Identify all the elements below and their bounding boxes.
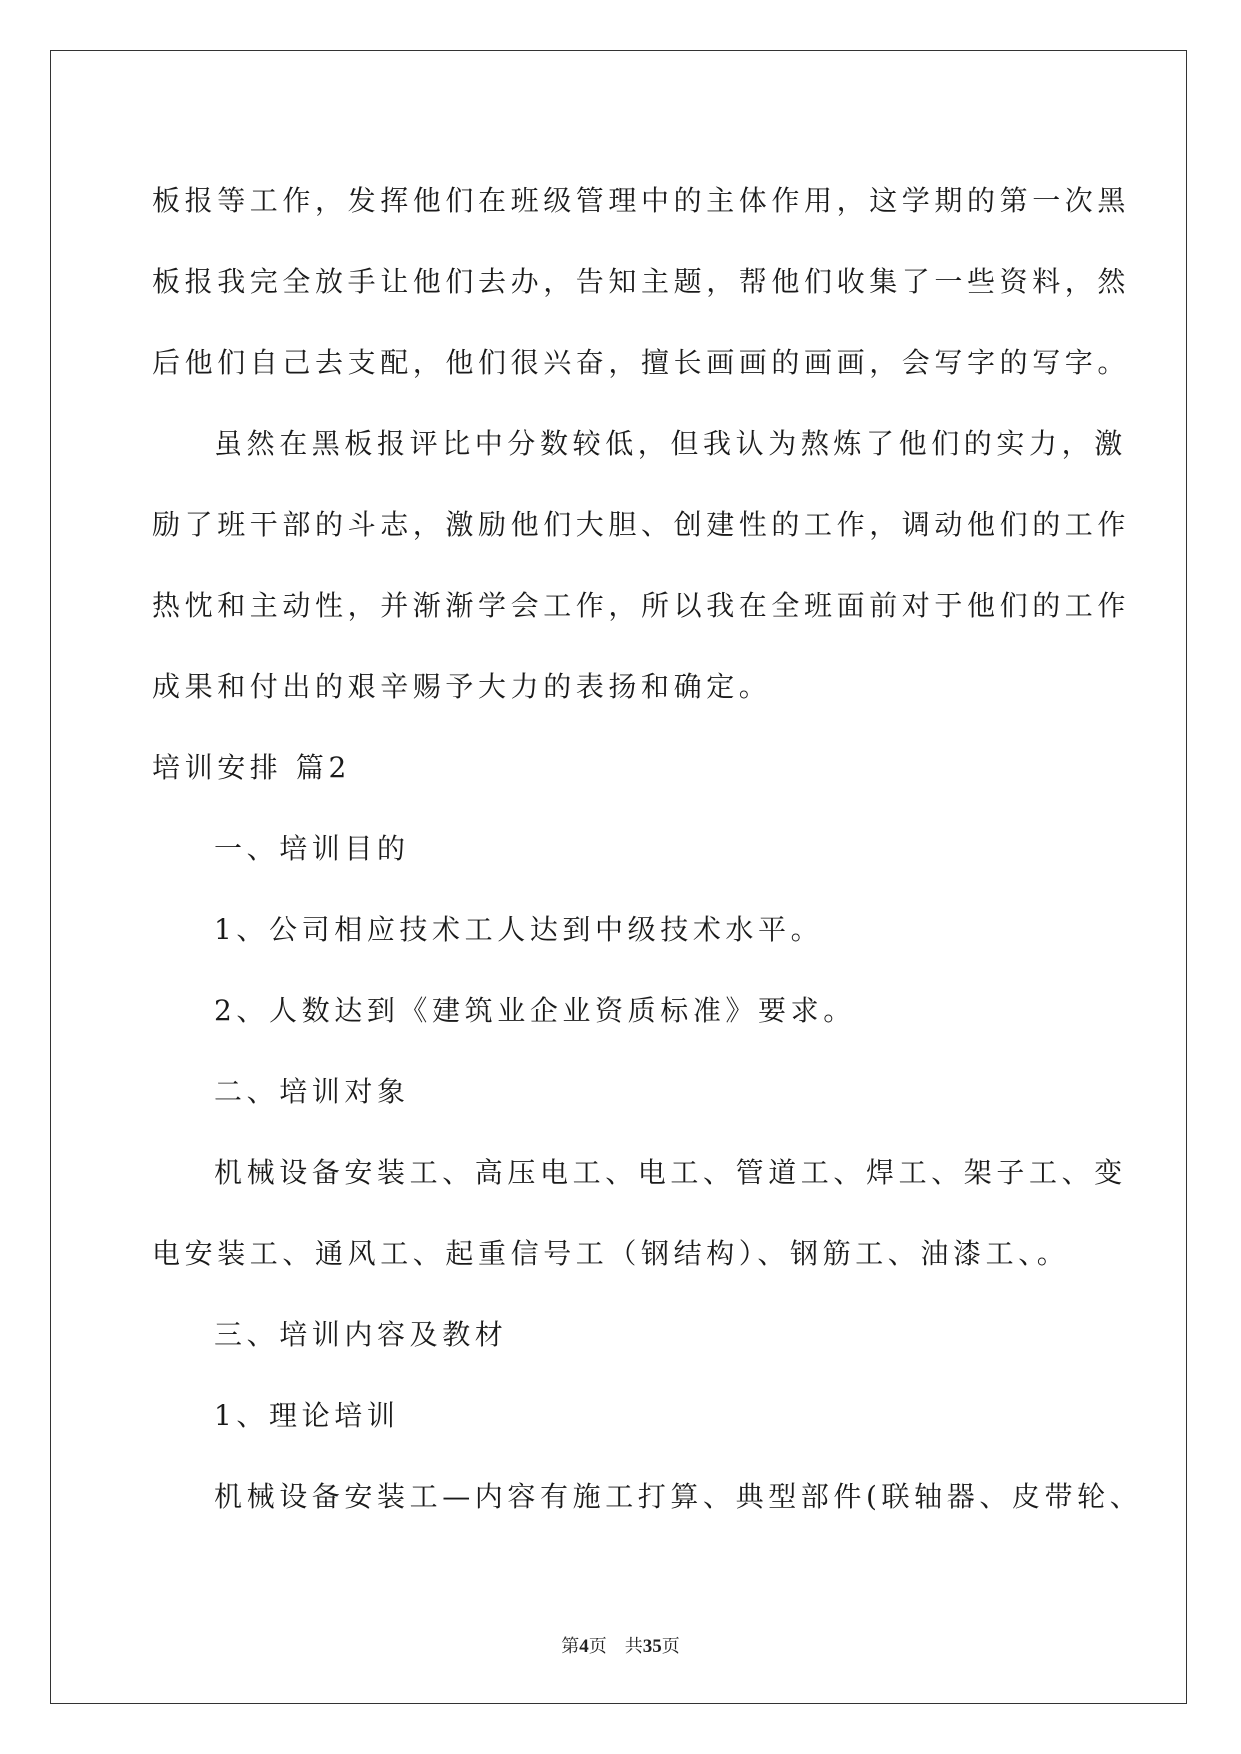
subheading: 二、培训对象 xyxy=(214,1075,410,1108)
total-pages-number: 35 xyxy=(642,1636,662,1657)
current-page-number: 4 xyxy=(579,1636,589,1657)
subheading: 三、培训内容及教材 xyxy=(214,1318,508,1351)
footer-suffix: 页 xyxy=(661,1636,680,1657)
document-body xyxy=(152,160,1143,1537)
list-item: 1、理论培训 xyxy=(214,1399,400,1432)
subheading: 一、培训目的 xyxy=(214,832,410,865)
footer-middle: 页 共 xyxy=(588,1636,643,1657)
paragraph-line: 热忱和主动性，并渐渐学会工作，所以我在全班面前对于他们的工作 xyxy=(152,589,1131,622)
paragraph-line: 成果和付出的艰辛赐予大力的表扬和确定。 xyxy=(152,670,772,703)
paragraph-line: 机械设备安装工—内容有施工打算、典型部件(联轴器、皮带轮、 xyxy=(214,1480,1143,1513)
paragraph-line: 后他们自己去支配，他们很兴奋，擅长画画的画画，会写字的写字。 xyxy=(152,346,1131,379)
paragraph-line: 板报等工作，发挥他们在班级管理中的主体作用，这学期的第一次黑 xyxy=(152,184,1131,217)
paragraph-line: 板报我完全放手让他们去办，告知主题，帮他们收集了一些资料，然 xyxy=(152,265,1131,298)
section-heading: 培训安排 篇2 xyxy=(152,751,351,784)
list-item: 1、公司相应技术工人达到中级技术水平。 xyxy=(214,913,824,946)
paragraph-line: 电安装工、通风工、起重信号工（钢结构）、钢筋工、油漆工、。 xyxy=(152,1237,1070,1270)
page-footer xyxy=(0,1632,1241,1658)
paragraph-line: 励了班干部的斗志，激励他们大胆、创建性的工作，调动他们的工作 xyxy=(152,508,1131,541)
list-item: 2、人数达到《建筑业企业资质标准》要求。 xyxy=(214,994,856,1027)
paragraph-line: 虽然在黑板报评比中分数较低，但我认为熬炼了他们的实力，激 xyxy=(214,427,1127,460)
footer-prefix: 第 xyxy=(561,1636,580,1657)
paragraph-line: 机械设备安装工、高压电工、电工、管道工、焊工、架子工、变 xyxy=(214,1156,1127,1189)
